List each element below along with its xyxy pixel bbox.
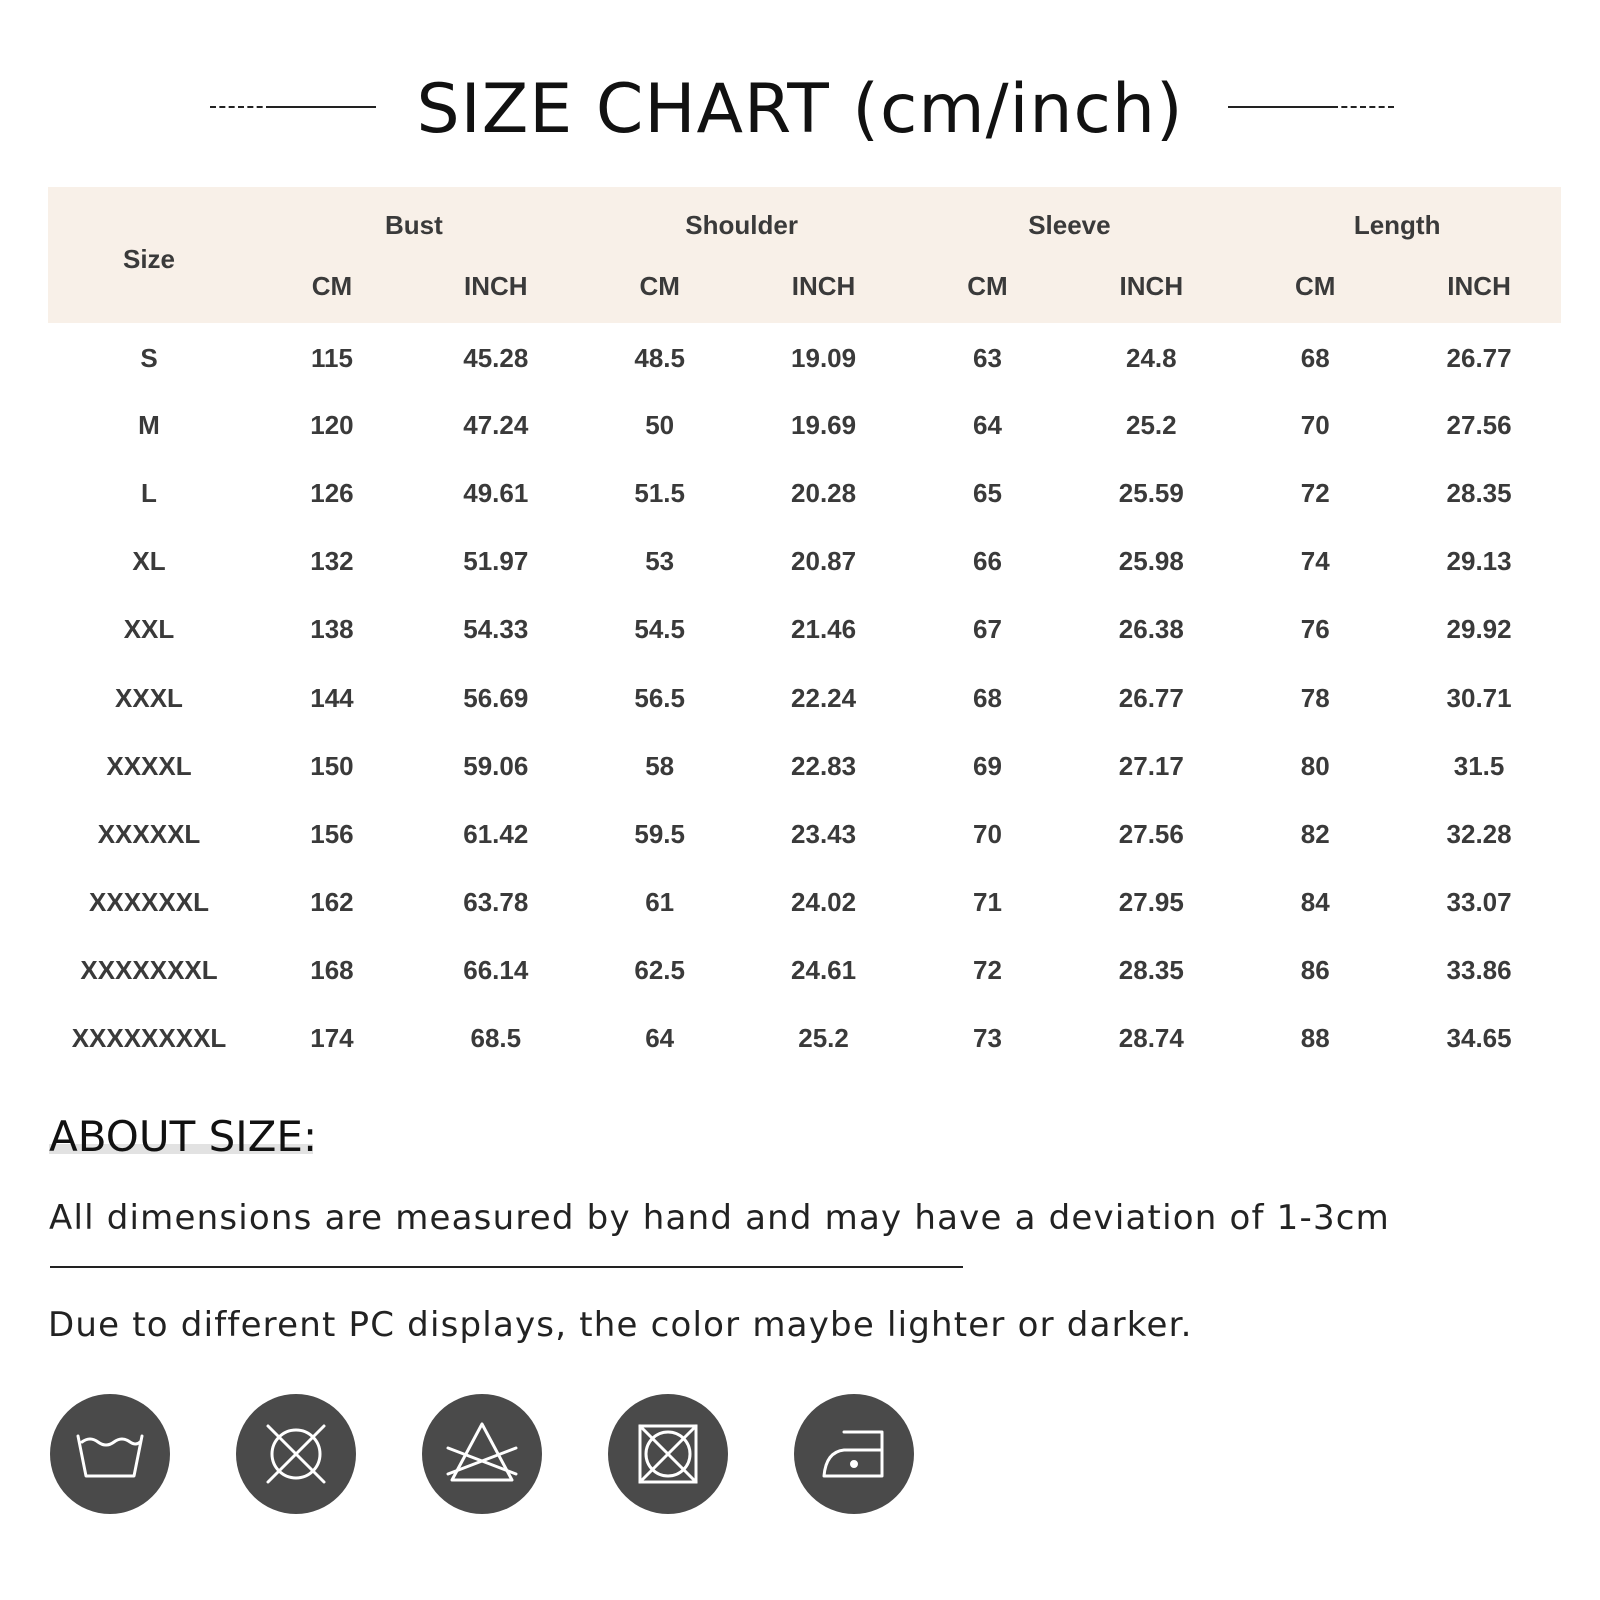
cell-length-cm: 68 <box>1300 342 1330 373</box>
size-column-header: Size <box>122 243 176 274</box>
cell-size: XXXXXXXXL <box>71 1023 227 1054</box>
cell-shoulder-inch: 23.43 <box>791 818 857 849</box>
cell-size: XXL <box>123 614 175 645</box>
do-not-dry-clean-icon <box>608 1394 728 1514</box>
cell-length-cm: 74 <box>1300 546 1330 577</box>
table-row <box>48 459 1561 527</box>
table-row <box>48 528 1561 596</box>
cell-sleeve-inch: 28.35 <box>1118 955 1184 986</box>
cell-size: XXXXXL <box>97 818 201 849</box>
cell-shoulder-cm: 61 <box>645 887 675 918</box>
cell-shoulder-cm: 56.5 <box>634 682 685 713</box>
cell-length-inch: 34.65 <box>1446 1023 1512 1054</box>
cell-shoulder-inch: 22.24 <box>791 682 857 713</box>
cell-length-inch: 29.92 <box>1446 614 1512 645</box>
cell-length-cm: 86 <box>1300 955 1330 986</box>
cell-length-cm: 80 <box>1300 750 1330 781</box>
table-row <box>48 323 1561 391</box>
cell-length-inch: 30.71 <box>1446 682 1512 713</box>
cell-size: XXXL <box>115 682 183 713</box>
cell-shoulder-inch: 19.69 <box>791 409 857 440</box>
cell-bust-cm: 168 <box>310 955 354 986</box>
cell-length-inch: 33.86 <box>1446 955 1512 986</box>
cell-sleeve-cm: 73 <box>972 1023 1002 1054</box>
cell-shoulder-cm: 59.5 <box>634 818 685 849</box>
cell-length-cm: 78 <box>1300 682 1330 713</box>
cell-bust-cm: 174 <box>310 1023 354 1054</box>
cell-sleeve-inch: 25.59 <box>1118 477 1184 508</box>
care-icons-row <box>50 1394 950 1516</box>
cell-bust-cm: 115 <box>310 342 353 373</box>
cell-bust-cm: 132 <box>310 546 354 577</box>
cell-shoulder-cm: 62.5 <box>634 955 685 986</box>
cell-size: XXXXXXXL <box>80 955 218 986</box>
cell-length-cm: 70 <box>1300 409 1330 440</box>
table-row <box>48 800 1561 868</box>
cell-size: XXXXL <box>106 750 192 781</box>
cell-bust-cm: 144 <box>310 682 354 713</box>
group-header-shoulder: Shoulder <box>685 209 798 240</box>
cell-bust-cm: 156 <box>310 818 354 849</box>
group-header-sleeve: Sleeve <box>1028 209 1111 240</box>
table-row <box>48 732 1561 800</box>
cell-sleeve-inch: 25.2 <box>1126 409 1177 440</box>
right-dashed-ornament <box>1332 106 1394 108</box>
cell-bust-inch: 54.33 <box>463 614 529 645</box>
cell-shoulder-inch: 22.83 <box>791 750 857 781</box>
cell-size: L <box>141 477 157 508</box>
cell-sleeve-cm: 70 <box>972 818 1002 849</box>
cell-bust-inch: 59.06 <box>463 750 529 781</box>
cell-sleeve-cm: 67 <box>972 614 1002 645</box>
unit-header-bust-inch: INCH <box>464 270 528 301</box>
cell-shoulder-cm: 58 <box>645 750 675 781</box>
cell-shoulder-inch: 24.61 <box>791 955 857 986</box>
cell-sleeve-inch: 27.95 <box>1118 887 1184 918</box>
size-table-container <box>48 187 1561 1073</box>
cell-bust-cm: 138 <box>310 614 354 645</box>
size-table <box>48 187 1561 1073</box>
cell-length-cm: 72 <box>1300 477 1330 508</box>
table-header <box>48 187 1561 323</box>
table-row <box>48 391 1561 459</box>
page-title: SIZE CHART (cm/inch) <box>416 70 1184 149</box>
color-note: Due to different PC displays, the color maybe lighter or darker. <box>48 1305 1193 1345</box>
cell-sleeve-inch: 26.77 <box>1118 682 1184 713</box>
cell-bust-inch: 49.61 <box>463 477 529 508</box>
cell-shoulder-cm: 53 <box>645 546 675 577</box>
unit-header-length-inch: INCH <box>1447 270 1511 301</box>
cell-bust-inch: 63.78 <box>463 887 529 918</box>
unit-header-sleeve-inch: INCH <box>1119 270 1184 301</box>
do-not-tumble-dry-icon <box>236 1394 356 1514</box>
title-row <box>0 70 1600 150</box>
cell-bust-inch: 47.24 <box>463 409 529 440</box>
cell-shoulder-inch: 24.02 <box>791 887 857 918</box>
cell-sleeve-cm: 66 <box>972 546 1002 577</box>
cell-bust-inch: 51.97 <box>463 546 529 577</box>
header-unit-row <box>48 255 1561 323</box>
cell-sleeve-inch: 28.74 <box>1118 1023 1184 1054</box>
cell-sleeve-cm: 65 <box>972 477 1002 508</box>
cell-sleeve-cm: 63 <box>972 342 1002 373</box>
cell-shoulder-inch: 25.2 <box>798 1023 849 1054</box>
do-not-bleach-icon <box>422 1394 542 1514</box>
cell-bust-inch: 68.5 <box>470 1023 522 1054</box>
cell-bust-cm: 120 <box>310 409 354 440</box>
table-row <box>48 596 1561 664</box>
cell-sleeve-inch: 27.17 <box>1118 750 1184 781</box>
iron-low-heat-icon <box>794 1394 914 1514</box>
cell-length-cm: 84 <box>1300 887 1330 918</box>
unit-header-shoulder-inch: INCH <box>791 270 856 301</box>
cell-length-cm: 76 <box>1300 614 1330 645</box>
header-group-row <box>48 187 1561 255</box>
table-body <box>48 323 1561 1073</box>
cell-shoulder-cm: 64 <box>645 1023 675 1054</box>
cell-sleeve-inch: 27.56 <box>1118 818 1184 849</box>
cell-sleeve-cm: 72 <box>972 955 1002 986</box>
unit-header-length-cm: CM <box>1294 270 1336 301</box>
cell-length-cm: 82 <box>1300 818 1330 849</box>
cell-size: XL <box>132 546 166 577</box>
measurement-note: All dimensions are measured by hand and may have a deviation of 1-3cm <box>49 1198 1390 1238</box>
cell-length-inch: 33.07 <box>1446 887 1512 918</box>
cell-length-inch: 31.5 <box>1453 750 1505 781</box>
cell-shoulder-inch: 19.09 <box>791 342 857 373</box>
table-row <box>48 869 1561 937</box>
cell-bust-inch: 66.14 <box>463 955 529 986</box>
about-size-heading: ABOUT SIZE: <box>49 1112 318 1161</box>
unit-header-shoulder-cm: CM <box>639 270 680 301</box>
table-row <box>48 664 1561 732</box>
cell-bust-cm: 162 <box>310 887 354 918</box>
cell-shoulder-inch: 21.46 <box>791 614 857 645</box>
cell-sleeve-cm: 64 <box>972 409 1002 440</box>
cell-length-cm: 88 <box>1300 1023 1330 1054</box>
cell-shoulder-cm: 50 <box>645 409 675 440</box>
cell-sleeve-inch: 26.38 <box>1118 614 1184 645</box>
cell-size: S <box>140 342 158 373</box>
cell-sleeve-inch: 24.8 <box>1126 342 1177 373</box>
cell-sleeve-inch: 25.98 <box>1118 546 1184 577</box>
divider-line <box>50 1266 963 1268</box>
cell-length-inch: 29.13 <box>1446 546 1512 577</box>
cell-length-inch: 28.35 <box>1446 477 1512 508</box>
group-header-length: Length <box>1353 209 1441 240</box>
table-row <box>48 1005 1561 1073</box>
group-header-bust: Bust <box>384 209 443 240</box>
cell-bust-cm: 150 <box>310 750 354 781</box>
cell-size: XXXXXXL <box>89 887 209 918</box>
unit-header-bust-cm: CM <box>311 270 353 301</box>
cell-bust-inch: 56.69 <box>463 682 529 713</box>
unit-header-sleeve-cm: CM <box>967 270 1008 301</box>
cell-bust-inch: 45.28 <box>463 342 529 373</box>
cell-sleeve-cm: 68 <box>972 682 1002 713</box>
cell-shoulder-cm: 48.5 <box>634 342 685 373</box>
cell-bust-inch: 61.42 <box>463 818 529 849</box>
table-row <box>48 937 1561 1005</box>
cell-length-inch: 32.28 <box>1446 818 1512 849</box>
cell-length-inch: 27.56 <box>1446 409 1512 440</box>
cell-shoulder-inch: 20.87 <box>791 546 857 577</box>
cell-sleeve-cm: 71 <box>972 887 1002 918</box>
right-line-ornament <box>1228 106 1332 108</box>
cell-shoulder-cm: 54.5 <box>634 614 685 645</box>
cell-shoulder-inch: 20.28 <box>791 477 857 508</box>
cell-shoulder-cm: 51.5 <box>634 477 685 508</box>
hand-wash-icon <box>50 1394 170 1514</box>
cell-bust-cm: 126 <box>310 477 354 508</box>
cell-sleeve-cm: 69 <box>972 750 1002 781</box>
cell-size: M <box>138 409 160 440</box>
cell-length-inch: 26.77 <box>1446 342 1512 373</box>
